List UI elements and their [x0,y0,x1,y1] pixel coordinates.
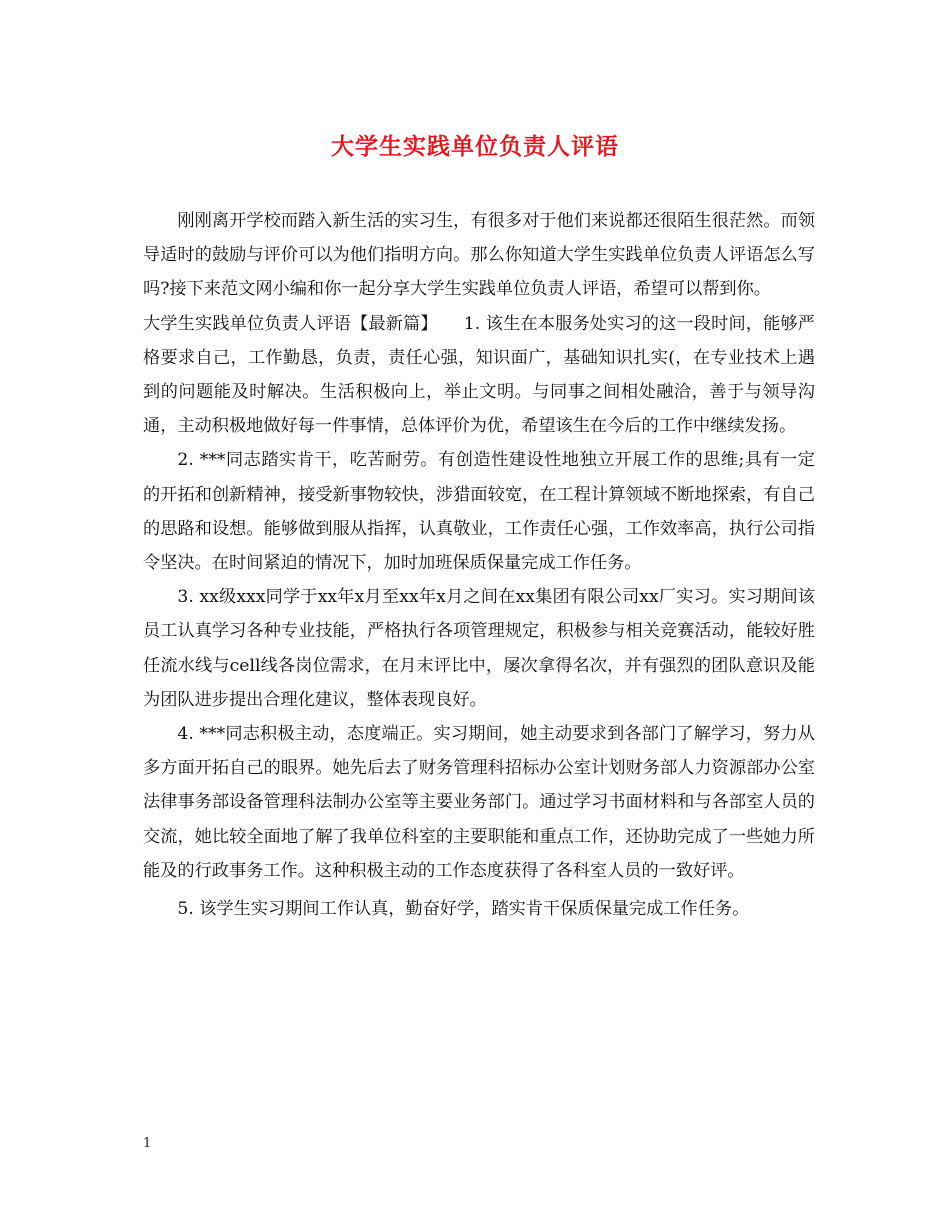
page-number: 1 [143,1136,152,1151]
section-heading-item-1-paragraph: 大学生实践单位负责人评语【最新篇】 1. 该生在本服务处实习的这一段时间，能够严格要求自己，工作勤恳，负责，责任心强，知识面广，基础知识扎实(，在专业技术上遇到的问题能及时解决。生活积极向上，举止文明。与同事之间相处融洽，善于与领导沟通，主动积极地做好每一件事情，总体评价为优，希望该生在今后的工作中继续发扬。 [143,313,815,437]
item-3-paragraph: 3. xx级xxx同学于xx年x月至xx年x月之间在xx集团有限公司xx厂实习。实习期间该员工认真学习各种专业技能，严格执行各项管理规定，积极参与相关竞赛活动，能较好胜任流水线与cell线各岗位需求，在月末评比中，屡次拿得名次，并有强烈的团队意识及能为团队进步提出合理化建议，整体表现良好。 [143,587,815,710]
intro-paragraph: 刚刚离开学校而踏入新生活的实习生，有很多对于他们来说都还很陌生很茫然。而领导适时的鼓励与评价可以为他们指明方向。那么你知道大学生实践单位负责人评语怎么写吗?接下来范文网小编和你一起分享大学生实践单位负责人评语，希望可以帮到你。 [143,211,815,300]
item-4-paragraph: 4. ***同志积极主动，态度端正。实习期间，她主动要求到各部门了解学习，努力从多方面开拓自己的眼界。她先后去了财务管理科招标办公室计划财务部人力资源部办公室法律事务部设备管理科法制办公室等主要业务部门。通过学习书面材料和与各部室人员的交流，她比较全面地了解了我单位科室的主要职能和重点工作，还协助完成了一些她力所能及的行政事务工作。这种积极主动的工作态度获得了各科室人员的一致好评。 [143,724,815,881]
item-2-paragraph: 2. ***同志踏实肯干，吃苦耐劳。有创造性建设性地独立开展工作的思维;具有一定的开拓和创新精神，接受新事物较快，涉猎面较宽，在工程计算领域不断地探索，有自己的思路和设想。能够做到服从指挥，认真敬业，工作责任心强，工作效率高，执行公司指令坚决。在时间紧迫的情况下，加时加班保质保量完成工作任务。 [143,450,815,574]
document-title: 大学生实践单位负责人评语 [331,133,619,160]
document-body [143,204,815,926]
item-5-paragraph: 5. 该学生实习期间工作认真，勤奋好学，踏实肯干保质保量完成工作任务。 [177,899,750,920]
